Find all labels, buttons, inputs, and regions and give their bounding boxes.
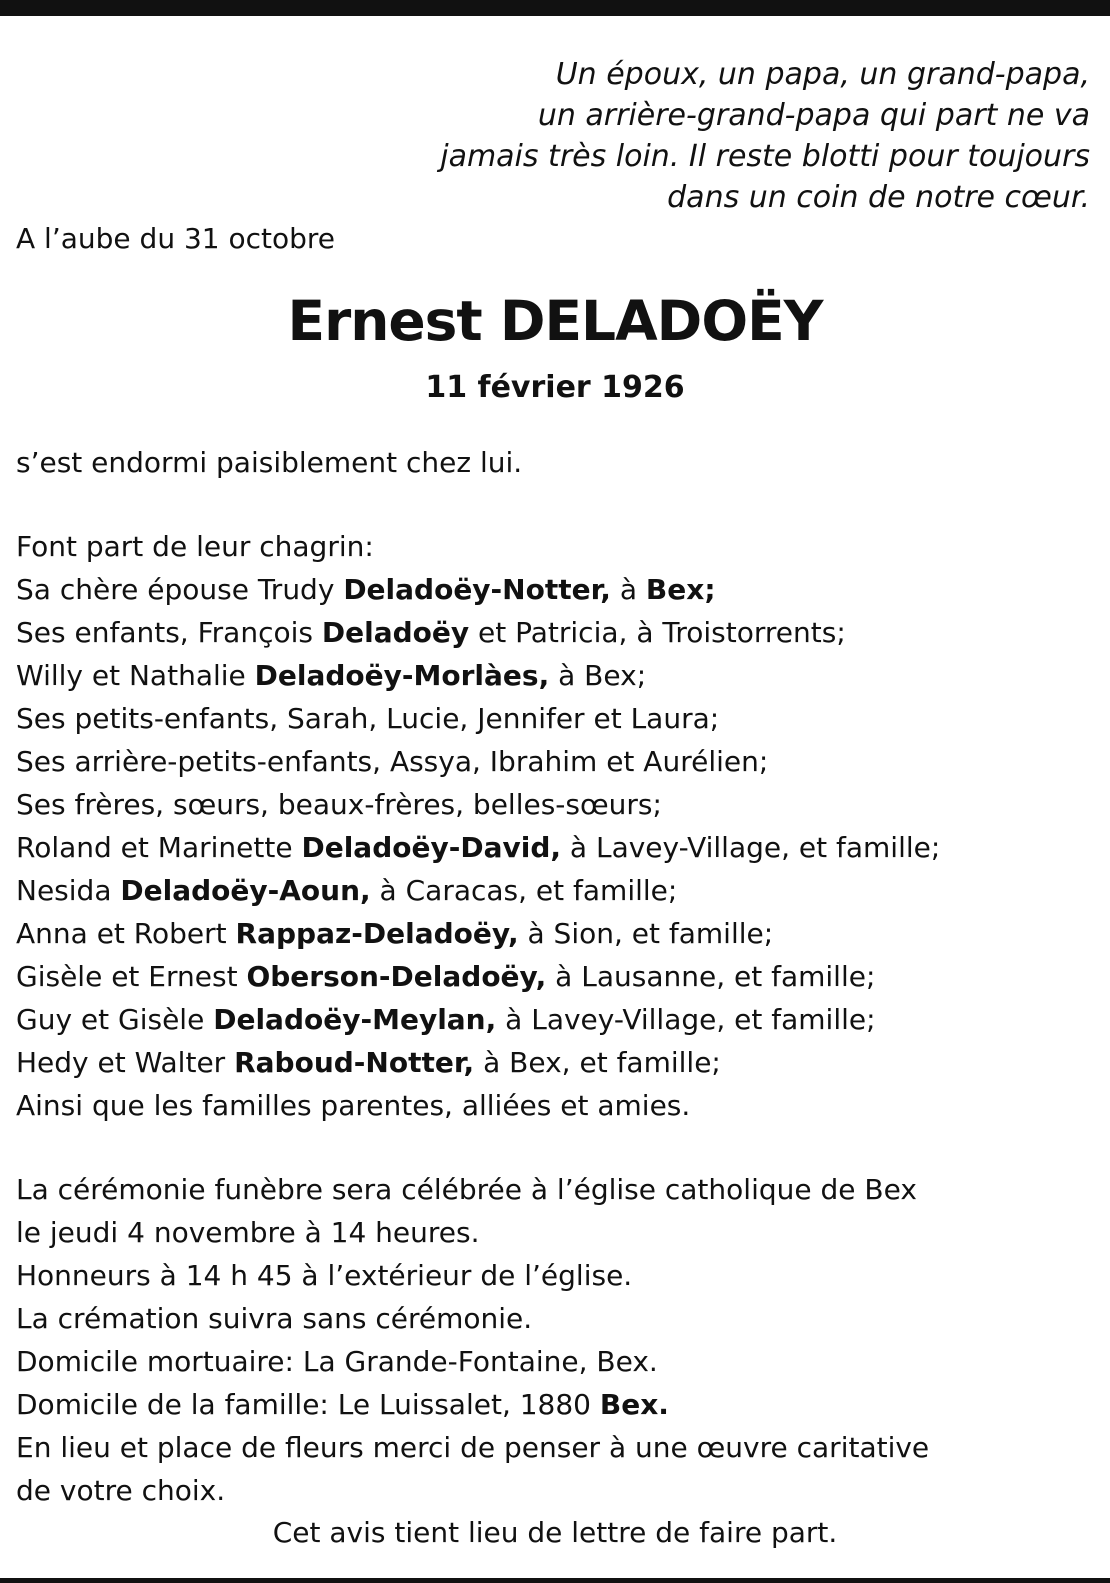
- deceased-name: Ernest DELADOËY: [287, 289, 823, 353]
- mourner-surname: Deladoëy-David,: [301, 831, 562, 864]
- mourner-surname: Raboud-Notter,: [234, 1046, 475, 1079]
- mourner-surname: Deladoëy: [321, 616, 470, 649]
- mourner-place: à Bex;: [549, 659, 647, 692]
- mourner-place: à Caracas, et famille;: [370, 874, 678, 907]
- ceremony-text: En lieu et place de fleurs merci de penser à une œuvre caritative: [16, 1431, 930, 1464]
- mourner-line: [16, 698, 719, 740]
- ceremony-text: Domicile de la famille: Le Luissalet, 1880: [16, 1388, 600, 1421]
- mourner-text: Willy et Nathalie: [16, 659, 255, 692]
- ceremony-text: Honneurs à 14 h 45 à l’extérieur de l’église.: [16, 1259, 633, 1292]
- mourner-surname: Rappaz-Deladoëy,: [235, 917, 519, 950]
- birth-date: 11 février 1926: [425, 370, 685, 405]
- mourner-line: [16, 956, 875, 998]
- epigraph-line: jamais très loin. Il reste blotti pour toujours: [440, 139, 1090, 174]
- epigraph-line: dans un coin de notre cœur.: [667, 180, 1090, 215]
- mourner-surname: Deladoëy-Notter,: [343, 573, 611, 606]
- ceremony-text: La cérémonie funèbre sera célébrée à l’église catholique de Bex: [16, 1173, 917, 1206]
- ceremony-line: [16, 1341, 658, 1383]
- ceremony-line: [16, 1470, 225, 1512]
- mourner-line: [16, 1085, 690, 1127]
- mourner-text: Ainsi que les familles parentes, alliées et amies.: [16, 1089, 691, 1122]
- ceremony-line: [16, 1384, 669, 1426]
- mourner-text: Guy et Gisèle: [16, 1003, 214, 1036]
- ceremony-text: Domicile mortuaire: La Grande-Fontaine, Bex.: [16, 1345, 658, 1378]
- mourner-place: à Sion, et famille;: [518, 917, 774, 950]
- mourner-line: [16, 999, 876, 1041]
- mourner-surname: Deladoëy-Aoun,: [120, 874, 371, 907]
- mourner-text: Sa chère épouse Trudy: [16, 573, 344, 606]
- ceremony-text: La crémation suivra sans cérémonie.: [16, 1302, 533, 1335]
- mourner-place: et Patricia, à Troistorrents;: [469, 616, 846, 649]
- mourner-place: à Lavey-Village, et famille;: [496, 1003, 876, 1036]
- mourner-text: Ses enfants, François: [16, 616, 322, 649]
- mourner-text: Ses frères, sœurs, beaux-frères, belles-sœurs;: [16, 788, 662, 821]
- mourner-place: à Lausanne, et famille;: [546, 960, 876, 993]
- intro-line: A l’aube du 31 octobre: [16, 222, 336, 255]
- ceremony-text: de votre choix.: [16, 1474, 226, 1507]
- ceremony-line: [16, 1212, 480, 1254]
- mourner-line: [16, 913, 773, 955]
- ceremony-line: [16, 1298, 532, 1340]
- mourner-place: à: [610, 573, 646, 606]
- mourner-place-bold: Bex;: [645, 573, 716, 606]
- mourner-line: [16, 655, 646, 697]
- mourner-surname: Deladoëy-Meylan,: [213, 1003, 497, 1036]
- mourner-surname: Oberson-Deladoëy,: [246, 960, 547, 993]
- ceremony-bold: Bex.: [599, 1388, 669, 1421]
- epigraph: [370, 54, 1090, 218]
- mourner-line: [16, 612, 846, 654]
- mourner-line: [16, 1042, 721, 1084]
- bottom-rule: [0, 1578, 1110, 1583]
- mourner-line: [16, 569, 716, 611]
- mourner-text: Nesida: [16, 874, 121, 907]
- closing-note: Cet avis tient lieu de lettre de faire part.: [272, 1516, 838, 1549]
- mourner-text: Roland et Marinette: [16, 831, 302, 864]
- ceremony-line: [16, 1169, 917, 1211]
- ceremony-line: [16, 1427, 929, 1469]
- mourner-line: [16, 784, 662, 826]
- ceremony-line: [16, 1255, 632, 1297]
- mourner-text: Ses arrière-petits-enfants, Assya, Ibrahim et Aurélien;: [16, 745, 769, 778]
- epigraph-line: un arrière-grand-papa qui part ne va: [537, 98, 1090, 133]
- mourner-line: [16, 827, 940, 869]
- mourner-place: à Bex, et famille;: [474, 1046, 721, 1079]
- ceremony-text: le jeudi 4 novembre à 14 heures.: [16, 1216, 480, 1249]
- mourner-line: [16, 870, 677, 912]
- mourners-heading: Font part de leur chagrin:: [16, 530, 374, 563]
- mourner-text: Gisèle et Ernest: [16, 960, 247, 993]
- epigraph-line: Un époux, un papa, un grand-papa,: [555, 57, 1090, 92]
- mourner-text: Anna et Robert: [16, 917, 236, 950]
- mourner-text: Hedy et Walter: [16, 1046, 235, 1079]
- mourner-place: à Lavey-Village, et famille;: [561, 831, 941, 864]
- statement: s’est endormi paisiblement chez lui.: [16, 446, 523, 479]
- top-rule: [0, 0, 1110, 16]
- mourner-surname: Deladoëy-Morlàes,: [254, 659, 550, 692]
- mourner-line: [16, 741, 768, 783]
- mourner-text: Ses petits-enfants, Sarah, Lucie, Jennifer et Laura;: [16, 702, 720, 735]
